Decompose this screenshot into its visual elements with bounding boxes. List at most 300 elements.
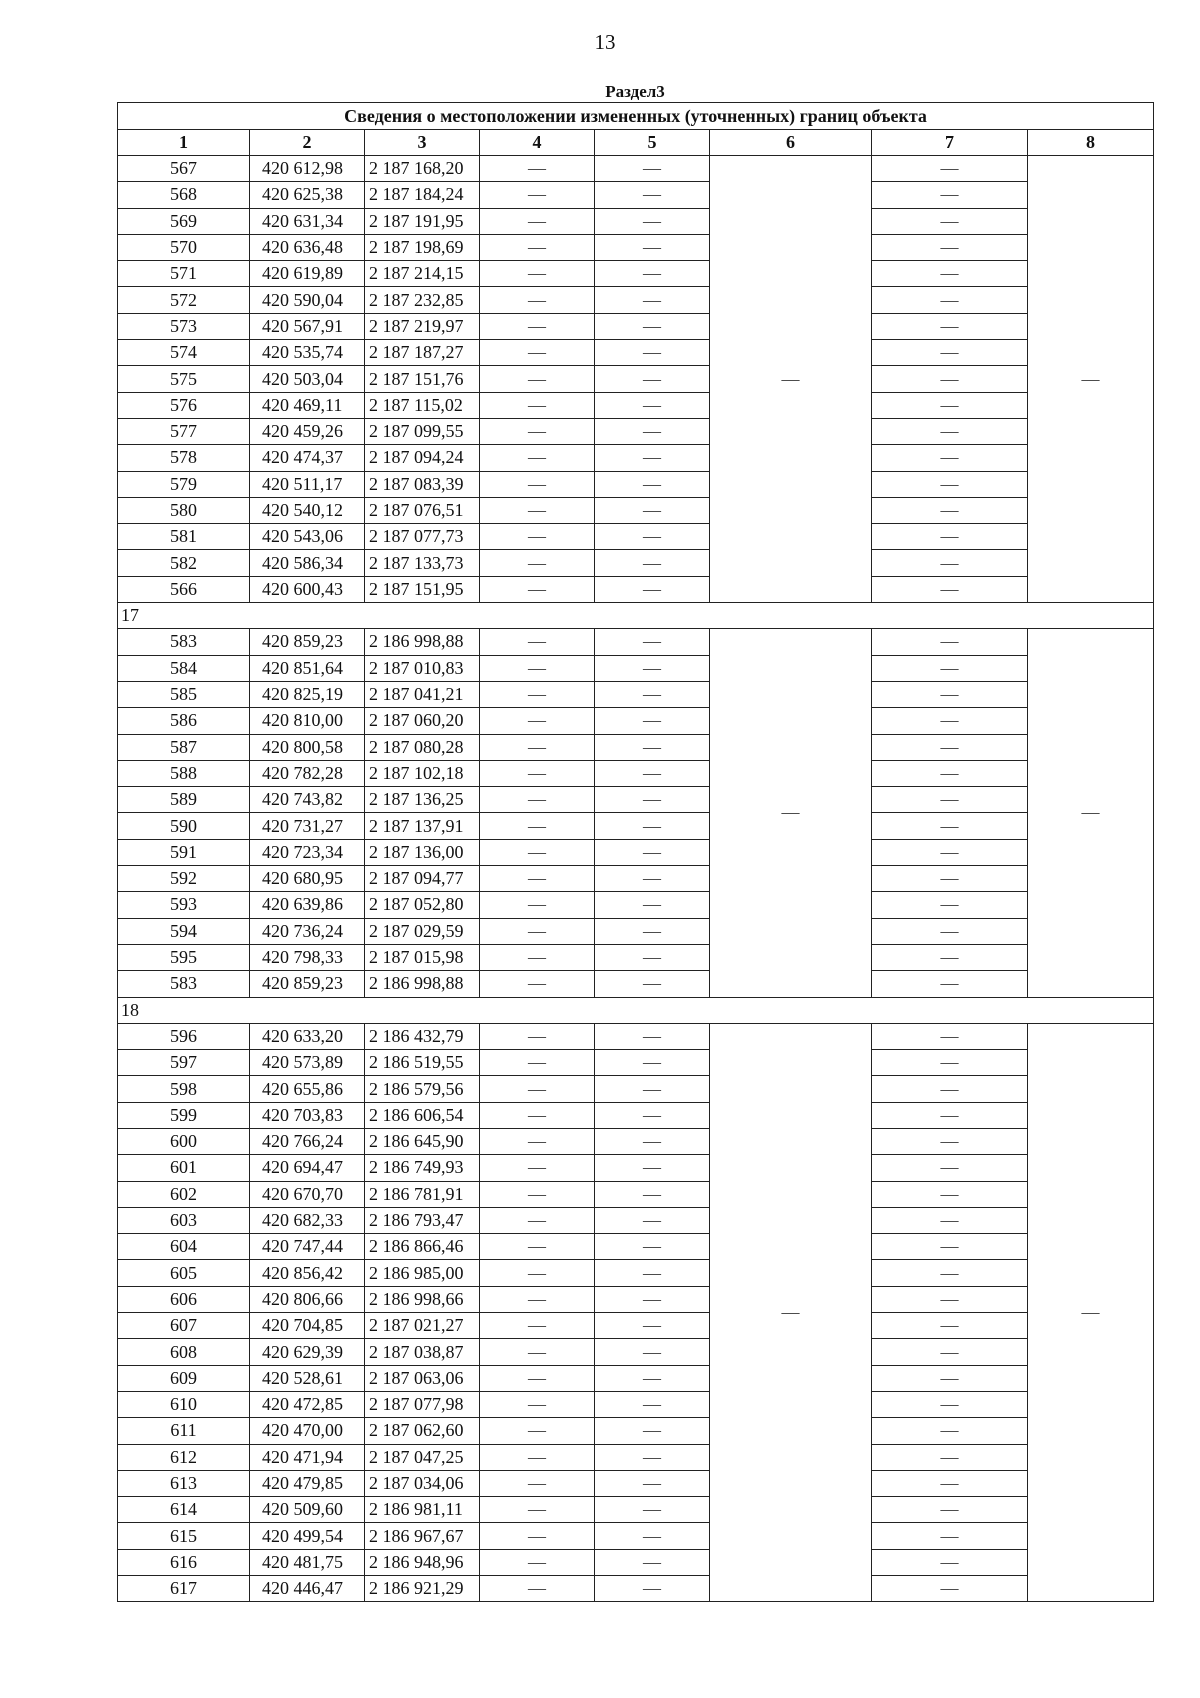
x-coordinate-cell: 420 743,82: [250, 787, 365, 813]
table-row: [118, 918, 1154, 944]
x-coordinate-cell: 420 625,38: [250, 182, 365, 208]
point-number-cell: 598: [118, 1076, 250, 1102]
col7-dash-cell: —: [872, 944, 1028, 970]
y-coordinate-cell: 2 186 998,66: [365, 1286, 480, 1312]
x-coordinate-cell: 420 629,39: [250, 1339, 365, 1365]
col4-dash-cell: —: [480, 418, 595, 444]
y-coordinate-cell: 2 187 168,20: [365, 156, 480, 182]
table-row: [118, 576, 1154, 602]
table-row: [118, 708, 1154, 734]
x-coordinate-cell: 420 639,86: [250, 892, 365, 918]
column-header-6: 6: [710, 130, 872, 156]
col5-dash-cell: —: [595, 681, 710, 707]
x-coordinate-cell: 420 590,04: [250, 287, 365, 313]
x-coordinate-cell: 420 479,85: [250, 1470, 365, 1496]
col5-dash-cell: —: [595, 1050, 710, 1076]
table-row: [118, 760, 1154, 786]
y-coordinate-cell: 2 187 214,15: [365, 261, 480, 287]
point-number-cell: 616: [118, 1549, 250, 1575]
table-row: [118, 340, 1154, 366]
col7-dash-cell: —: [872, 1391, 1028, 1417]
table-row: [118, 313, 1154, 339]
y-coordinate-cell: 2 187 102,18: [365, 760, 480, 786]
page-number: 13: [594, 30, 616, 54]
table-row: [118, 1365, 1154, 1391]
table-row: [118, 445, 1154, 471]
table-row: [118, 366, 1154, 392]
col4-dash-cell: —: [480, 524, 595, 550]
col4-dash-cell: —: [480, 1470, 595, 1496]
col7-dash-cell: —: [872, 1207, 1028, 1233]
x-coordinate-cell: 420 810,00: [250, 708, 365, 734]
x-coordinate-cell: 420 704,85: [250, 1313, 365, 1339]
col4-dash-cell: —: [480, 760, 595, 786]
col7-dash-cell: —: [872, 708, 1028, 734]
y-coordinate-cell: 2 187 094,77: [365, 866, 480, 892]
col7-dash-cell: —: [872, 156, 1028, 182]
col7-dash-cell: —: [872, 287, 1028, 313]
col7-dash-cell: —: [872, 918, 1028, 944]
point-number-cell: 607: [118, 1313, 250, 1339]
y-coordinate-cell: 2 186 645,90: [365, 1128, 480, 1154]
point-number-cell: 572: [118, 287, 250, 313]
point-number-cell: 577: [118, 418, 250, 444]
col7-dash-cell: —: [872, 313, 1028, 339]
col7-dash-cell: —: [872, 1128, 1028, 1154]
col5-dash-cell: —: [595, 1234, 710, 1260]
col7-dash-cell: —: [872, 1181, 1028, 1207]
x-coordinate-cell: 420 535,74: [250, 340, 365, 366]
col8-merged-dash-cell: —: [1028, 629, 1154, 997]
y-coordinate-cell: 2 187 021,27: [365, 1313, 480, 1339]
table-row: [118, 813, 1154, 839]
x-coordinate-cell: 420 481,75: [250, 1549, 365, 1575]
col4-dash-cell: —: [480, 1418, 595, 1444]
col4-dash-cell: —: [480, 445, 595, 471]
y-coordinate-cell: 2 187 136,00: [365, 839, 480, 865]
col4-dash-cell: —: [480, 182, 595, 208]
x-coordinate-cell: 420 600,43: [250, 576, 365, 602]
col5-dash-cell: —: [595, 418, 710, 444]
col5-dash-cell: —: [595, 1497, 710, 1523]
y-coordinate-cell: 2 187 184,24: [365, 182, 480, 208]
point-number-cell: 580: [118, 497, 250, 523]
col4-dash-cell: —: [480, 787, 595, 813]
point-number-cell: 576: [118, 392, 250, 418]
col4-dash-cell: —: [480, 734, 595, 760]
col4-dash-cell: —: [480, 1576, 595, 1602]
table-row: [118, 524, 1154, 550]
col4-dash-cell: —: [480, 1497, 595, 1523]
col4-dash-cell: —: [480, 1155, 595, 1181]
table-row: [118, 156, 1154, 182]
col5-dash-cell: —: [595, 1128, 710, 1154]
col7-dash-cell: —: [872, 1155, 1028, 1181]
col5-dash-cell: —: [595, 1181, 710, 1207]
col5-dash-cell: —: [595, 1260, 710, 1286]
table-row: [118, 892, 1154, 918]
col4-dash-cell: —: [480, 629, 595, 655]
point-number-cell: 596: [118, 1023, 250, 1049]
x-coordinate-cell: 420 472,85: [250, 1391, 365, 1417]
boundary-coordinates-table: [117, 102, 1154, 1602]
col4-dash-cell: —: [480, 208, 595, 234]
col5-dash-cell: —: [595, 471, 710, 497]
col4-dash-cell: —: [480, 655, 595, 681]
col5-dash-cell: —: [595, 261, 710, 287]
col5-dash-cell: —: [595, 340, 710, 366]
col4-dash-cell: —: [480, 1023, 595, 1049]
col7-dash-cell: —: [872, 1339, 1028, 1365]
point-number-cell: 614: [118, 1497, 250, 1523]
col5-dash-cell: —: [595, 1339, 710, 1365]
point-number-cell: 612: [118, 1444, 250, 1470]
col7-dash-cell: —: [872, 787, 1028, 813]
col5-dash-cell: —: [595, 1470, 710, 1496]
col4-dash-cell: —: [480, 1339, 595, 1365]
y-coordinate-cell: 2 187 198,69: [365, 234, 480, 260]
table-row: [118, 1128, 1154, 1154]
point-number-cell: 583: [118, 971, 250, 997]
table-row: [118, 866, 1154, 892]
col4-dash-cell: —: [480, 708, 595, 734]
col5-dash-cell: —: [595, 866, 710, 892]
col4-dash-cell: —: [480, 944, 595, 970]
point-number-cell: 571: [118, 261, 250, 287]
y-coordinate-cell: 2 186 967,67: [365, 1523, 480, 1549]
table-row: [118, 839, 1154, 865]
point-number-cell: 573: [118, 313, 250, 339]
x-coordinate-cell: 420 503,04: [250, 366, 365, 392]
point-number-cell: 583: [118, 629, 250, 655]
point-number-cell: 606: [118, 1286, 250, 1312]
col4-dash-cell: —: [480, 866, 595, 892]
x-coordinate-cell: 420 446,47: [250, 1576, 365, 1602]
point-number-cell: 574: [118, 340, 250, 366]
col5-dash-cell: —: [595, 892, 710, 918]
col5-dash-cell: —: [595, 313, 710, 339]
x-coordinate-cell: 420 528,61: [250, 1365, 365, 1391]
x-coordinate-cell: 420 573,89: [250, 1050, 365, 1076]
col5-dash-cell: —: [595, 287, 710, 313]
col5-dash-cell: —: [595, 1102, 710, 1128]
x-coordinate-cell: 420 633,20: [250, 1023, 365, 1049]
col5-dash-cell: —: [595, 944, 710, 970]
col5-dash-cell: —: [595, 576, 710, 602]
point-number-cell: 587: [118, 734, 250, 760]
section-label: Раздел3: [605, 82, 665, 101]
col7-dash-cell: —: [872, 1050, 1028, 1076]
y-coordinate-cell: 2 187 060,20: [365, 708, 480, 734]
col7-dash-cell: —: [872, 971, 1028, 997]
col4-dash-cell: —: [480, 576, 595, 602]
x-coordinate-cell: 420 655,86: [250, 1076, 365, 1102]
col8-merged-dash-cell: —: [1028, 1023, 1154, 1602]
point-number-cell: 605: [118, 1260, 250, 1286]
col7-dash-cell: —: [872, 1023, 1028, 1049]
col7-dash-cell: —: [872, 866, 1028, 892]
col7-dash-cell: —: [872, 261, 1028, 287]
col5-dash-cell: —: [595, 524, 710, 550]
col4-dash-cell: —: [480, 1207, 595, 1233]
x-coordinate-cell: 420 798,33: [250, 944, 365, 970]
x-coordinate-cell: 420 469,11: [250, 392, 365, 418]
col7-dash-cell: —: [872, 892, 1028, 918]
table-row: [118, 1339, 1154, 1365]
x-coordinate-cell: 420 459,26: [250, 418, 365, 444]
table-row: [118, 234, 1154, 260]
table-row: [118, 1050, 1154, 1076]
point-number-cell: 570: [118, 234, 250, 260]
col7-dash-cell: —: [872, 1234, 1028, 1260]
group-label: 17: [118, 603, 1154, 629]
y-coordinate-cell: 2 187 063,06: [365, 1365, 480, 1391]
x-coordinate-cell: 420 586,34: [250, 550, 365, 576]
column-header-7: 7: [872, 130, 1028, 156]
table-row: [118, 208, 1154, 234]
point-number-cell: 568: [118, 182, 250, 208]
point-number-cell: 588: [118, 760, 250, 786]
col5-dash-cell: —: [595, 760, 710, 786]
col5-dash-cell: —: [595, 1313, 710, 1339]
x-coordinate-cell: 420 470,00: [250, 1418, 365, 1444]
y-coordinate-cell: 2 187 136,25: [365, 787, 480, 813]
point-number-cell: 567: [118, 156, 250, 182]
table-body: [118, 156, 1154, 1602]
point-number-cell: 617: [118, 1576, 250, 1602]
col4-dash-cell: —: [480, 918, 595, 944]
table-row: [118, 1576, 1154, 1602]
x-coordinate-cell: 420 670,70: [250, 1181, 365, 1207]
col4-dash-cell: —: [480, 1549, 595, 1575]
x-coordinate-cell: 420 619,89: [250, 261, 365, 287]
point-number-cell: 603: [118, 1207, 250, 1233]
y-coordinate-cell: 2 186 921,29: [365, 1576, 480, 1602]
table-row: [118, 1523, 1154, 1549]
col5-dash-cell: —: [595, 1523, 710, 1549]
y-coordinate-cell: 2 186 781,91: [365, 1181, 480, 1207]
table-row: [118, 944, 1154, 970]
table-row: [118, 1076, 1154, 1102]
col4-dash-cell: —: [480, 550, 595, 576]
table-row: [118, 1313, 1154, 1339]
col5-dash-cell: —: [595, 234, 710, 260]
col5-dash-cell: —: [595, 208, 710, 234]
col5-dash-cell: —: [595, 1023, 710, 1049]
x-coordinate-cell: 420 612,98: [250, 156, 365, 182]
column-header-8: 8: [1028, 130, 1154, 156]
y-coordinate-cell: 2 186 606,54: [365, 1102, 480, 1128]
table-row: [118, 1444, 1154, 1470]
x-coordinate-cell: 420 474,37: [250, 445, 365, 471]
col4-dash-cell: —: [480, 366, 595, 392]
point-number-cell: 581: [118, 524, 250, 550]
col7-dash-cell: —: [872, 1365, 1028, 1391]
table-row: [118, 471, 1154, 497]
col7-dash-cell: —: [872, 1444, 1028, 1470]
x-coordinate-cell: 420 856,42: [250, 1260, 365, 1286]
group-row: [118, 603, 1154, 629]
y-coordinate-cell: 2 187 133,73: [365, 550, 480, 576]
col7-dash-cell: —: [872, 182, 1028, 208]
col7-dash-cell: —: [872, 655, 1028, 681]
table-row: [118, 287, 1154, 313]
x-coordinate-cell: 420 703,83: [250, 1102, 365, 1128]
x-coordinate-cell: 420 636,48: [250, 234, 365, 260]
col5-dash-cell: —: [595, 1076, 710, 1102]
col7-dash-cell: —: [872, 340, 1028, 366]
col7-dash-cell: —: [872, 1102, 1028, 1128]
point-number-cell: 599: [118, 1102, 250, 1128]
col7-dash-cell: —: [872, 734, 1028, 760]
y-coordinate-cell: 2 187 232,85: [365, 287, 480, 313]
y-coordinate-cell: 2 186 793,47: [365, 1207, 480, 1233]
table-row: [118, 655, 1154, 681]
col4-dash-cell: —: [480, 1286, 595, 1312]
point-number-cell: 569: [118, 208, 250, 234]
y-coordinate-cell: 2 186 948,96: [365, 1549, 480, 1575]
col7-dash-cell: —: [872, 392, 1028, 418]
col5-dash-cell: —: [595, 708, 710, 734]
point-number-cell: 597: [118, 1050, 250, 1076]
table-row: [118, 1234, 1154, 1260]
col7-dash-cell: —: [872, 1470, 1028, 1496]
table-title: Сведения о местоположении измененных (уточненных) границ объекта: [118, 103, 1154, 130]
col4-dash-cell: —: [480, 497, 595, 523]
table-row: [118, 1470, 1154, 1496]
col4-dash-cell: —: [480, 261, 595, 287]
group-label: 18: [118, 997, 1154, 1023]
y-coordinate-cell: 2 187 151,95: [365, 576, 480, 602]
y-coordinate-cell: 2 187 034,06: [365, 1470, 480, 1496]
col4-dash-cell: —: [480, 1260, 595, 1286]
table-row: [118, 1549, 1154, 1575]
x-coordinate-cell: 420 851,64: [250, 655, 365, 681]
column-header-3: 3: [365, 130, 480, 156]
table-row: [118, 261, 1154, 287]
y-coordinate-cell: 2 187 094,24: [365, 445, 480, 471]
col4-dash-cell: —: [480, 1523, 595, 1549]
y-coordinate-cell: 2 187 151,76: [365, 366, 480, 392]
y-coordinate-cell: 2 187 187,27: [365, 340, 480, 366]
table-row: [118, 681, 1154, 707]
x-coordinate-cell: 420 766,24: [250, 1128, 365, 1154]
table-row: [118, 629, 1154, 655]
col5-dash-cell: —: [595, 734, 710, 760]
col7-dash-cell: —: [872, 208, 1028, 234]
boundary-table-wrapper: [117, 80, 1153, 1602]
y-coordinate-cell: 2 187 015,98: [365, 944, 480, 970]
point-number-cell: 608: [118, 1339, 250, 1365]
y-coordinate-cell: 2 187 137,91: [365, 813, 480, 839]
col7-dash-cell: —: [872, 234, 1028, 260]
point-number-cell: 586: [118, 708, 250, 734]
point-number-cell: 566: [118, 576, 250, 602]
table-row: [118, 392, 1154, 418]
point-number-cell: 601: [118, 1155, 250, 1181]
col8-merged-dash-cell: —: [1028, 156, 1154, 603]
col4-dash-cell: —: [480, 839, 595, 865]
x-coordinate-cell: 420 567,91: [250, 313, 365, 339]
col5-dash-cell: —: [595, 445, 710, 471]
table-row: [118, 971, 1154, 997]
col5-dash-cell: —: [595, 182, 710, 208]
x-coordinate-cell: 420 471,94: [250, 1444, 365, 1470]
col5-dash-cell: —: [595, 1576, 710, 1602]
x-coordinate-cell: 420 806,66: [250, 1286, 365, 1312]
col5-dash-cell: —: [595, 655, 710, 681]
col7-dash-cell: —: [872, 813, 1028, 839]
point-number-cell: 579: [118, 471, 250, 497]
col7-dash-cell: —: [872, 681, 1028, 707]
y-coordinate-cell: 2 187 080,28: [365, 734, 480, 760]
col7-dash-cell: —: [872, 839, 1028, 865]
x-coordinate-cell: 420 694,47: [250, 1155, 365, 1181]
y-coordinate-cell: 2 187 219,97: [365, 313, 480, 339]
col5-dash-cell: —: [595, 1549, 710, 1575]
col4-dash-cell: —: [480, 971, 595, 997]
point-number-cell: 584: [118, 655, 250, 681]
x-coordinate-cell: 420 680,95: [250, 866, 365, 892]
col7-dash-cell: —: [872, 1313, 1028, 1339]
col7-dash-cell: —: [872, 760, 1028, 786]
col4-dash-cell: —: [480, 892, 595, 918]
col4-dash-cell: —: [480, 1313, 595, 1339]
y-coordinate-cell: 2 187 010,83: [365, 655, 480, 681]
col5-dash-cell: —: [595, 392, 710, 418]
point-number-cell: 592: [118, 866, 250, 892]
y-coordinate-cell: 2 187 115,02: [365, 392, 480, 418]
col5-dash-cell: —: [595, 366, 710, 392]
col5-dash-cell: —: [595, 1286, 710, 1312]
table-title-row: [118, 103, 1154, 130]
col4-dash-cell: —: [480, 1234, 595, 1260]
point-number-cell: 609: [118, 1365, 250, 1391]
table-row: [118, 182, 1154, 208]
y-coordinate-cell: 2 186 998,88: [365, 629, 480, 655]
x-coordinate-cell: 420 747,44: [250, 1234, 365, 1260]
col5-dash-cell: —: [595, 156, 710, 182]
y-coordinate-cell: 2 187 047,25: [365, 1444, 480, 1470]
col7-dash-cell: —: [872, 550, 1028, 576]
col7-dash-cell: —: [872, 418, 1028, 444]
col4-dash-cell: —: [480, 1076, 595, 1102]
col5-dash-cell: —: [595, 1207, 710, 1233]
col6-merged-dash-cell: —: [710, 1023, 872, 1602]
y-coordinate-cell: 2 186 519,55: [365, 1050, 480, 1076]
x-coordinate-cell: 420 509,60: [250, 1497, 365, 1523]
col4-dash-cell: —: [480, 1391, 595, 1417]
table-row: [118, 1418, 1154, 1444]
y-coordinate-cell: 2 187 083,39: [365, 471, 480, 497]
point-number-cell: 611: [118, 1418, 250, 1444]
col4-dash-cell: —: [480, 392, 595, 418]
col4-dash-cell: —: [480, 340, 595, 366]
point-number-cell: 610: [118, 1391, 250, 1417]
y-coordinate-cell: 2 187 052,80: [365, 892, 480, 918]
col4-dash-cell: —: [480, 681, 595, 707]
x-coordinate-cell: 420 682,33: [250, 1207, 365, 1233]
y-coordinate-cell: 2 187 041,21: [365, 681, 480, 707]
y-coordinate-cell: 2 187 191,95: [365, 208, 480, 234]
point-number-cell: 575: [118, 366, 250, 392]
column-header-5: 5: [595, 130, 710, 156]
col7-dash-cell: —: [872, 497, 1028, 523]
table-row: [118, 1181, 1154, 1207]
x-coordinate-cell: 420 736,24: [250, 918, 365, 944]
col7-dash-cell: —: [872, 445, 1028, 471]
y-coordinate-cell: 2 186 749,93: [365, 1155, 480, 1181]
